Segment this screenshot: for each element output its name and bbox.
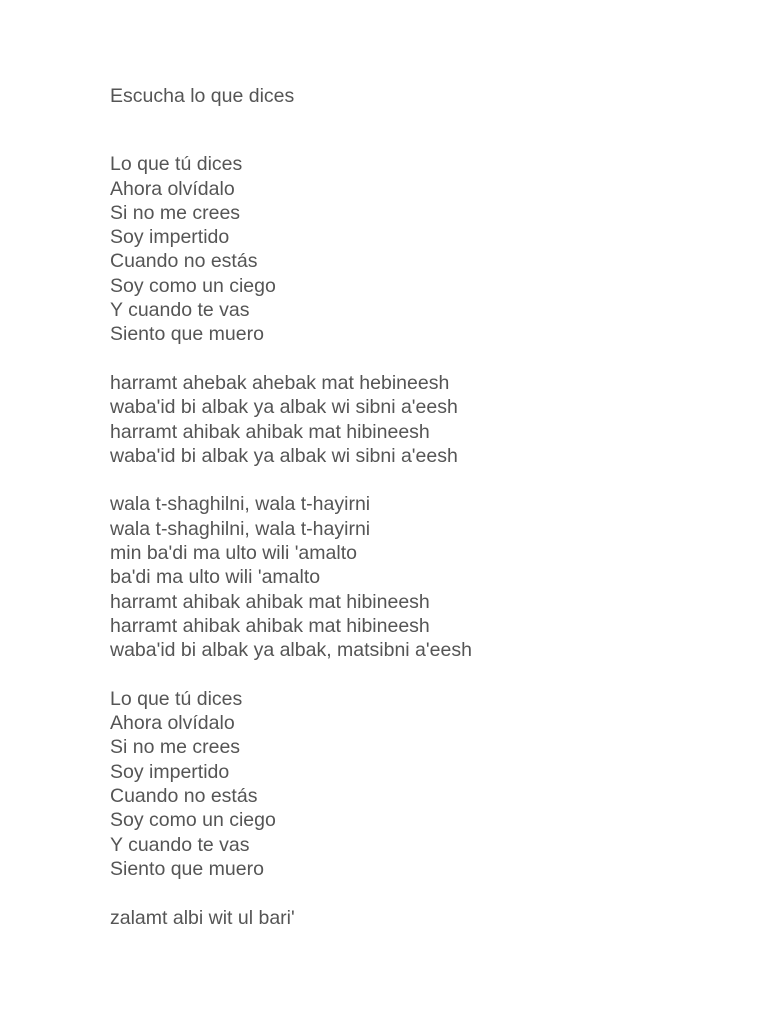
lyric-line: waba'id bi albak ya albak, matsibni a'eesh — [110, 639, 472, 662]
lyric-line: Ahora olvídalo — [110, 177, 235, 200]
lyric-line: Siento que muero — [110, 323, 264, 346]
lyric-line: wala t-shaghilni, wala t-hayirni — [110, 517, 371, 540]
stanza — [110, 906, 730, 930]
lyric-line: harramt ahibak ahibak mat hibineesh — [110, 420, 430, 443]
lyric-line: Cuando no estás — [110, 250, 258, 273]
document-title: Escucha lo que dices — [110, 85, 295, 107]
lyric-line: Y cuando te vas — [110, 299, 250, 322]
lyric-line: waba'id bi albak ya albak wi sibni a'eesh — [110, 396, 458, 419]
lyric-line: min ba'di ma ulto wili 'amalto — [110, 542, 357, 565]
lyric-line: Lo que tú dices — [110, 687, 243, 710]
stanza — [110, 492, 730, 662]
lyric-line: Soy impertido — [110, 760, 230, 783]
lyric-line: waba'id bi albak ya albak wi sibni a'eesh — [110, 444, 458, 467]
lyric-line: Ahora olvídalo — [110, 712, 235, 735]
lyric-line: ba'di ma ulto wili 'amalto — [110, 566, 321, 589]
lyric-line: Y cuando te vas — [110, 833, 250, 856]
lyric-line: wala t-shaghilni, wala t-hayirni — [110, 493, 371, 516]
stanza — [110, 152, 730, 346]
lyric-line: Si no me crees — [110, 201, 241, 224]
lyric-line: Soy impertido — [110, 226, 230, 249]
lyric-line: harramt ahebak ahebak mat hebineesh — [110, 371, 450, 394]
lyrics-body — [110, 152, 730, 930]
stanza — [110, 687, 730, 881]
stanza — [110, 371, 730, 468]
lyric-line: harramt ahibak ahibak mat hibineesh — [110, 590, 430, 613]
lyric-line: harramt ahibak ahibak mat hibineesh — [110, 614, 430, 637]
lyric-line: Soy como un ciego — [110, 809, 276, 832]
lyric-line: Cuando no estás — [110, 785, 258, 808]
document-page — [110, 84, 730, 954]
lyric-line: Soy como un ciego — [110, 274, 276, 297]
lyric-line: Si no me crees — [110, 736, 241, 759]
lyric-line: Lo que tú dices — [110, 153, 243, 176]
lyric-line: Siento que muero — [110, 857, 264, 880]
lyric-line: zalamt albi wit ul bari' — [110, 906, 295, 929]
